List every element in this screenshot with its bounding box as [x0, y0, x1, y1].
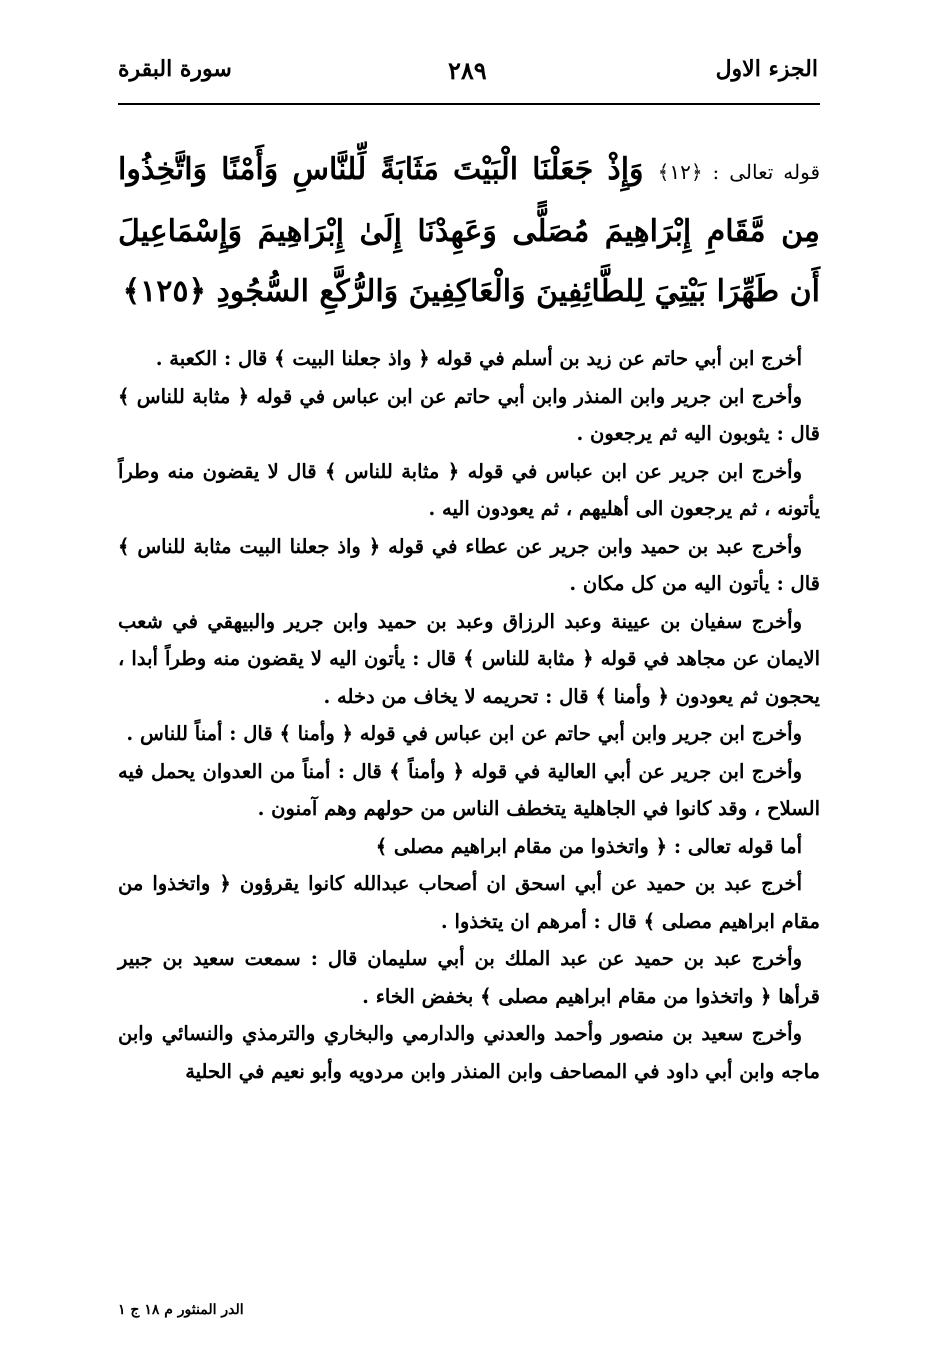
signature-note: الدر المنثور م ١٨ ج ١ — [118, 1302, 244, 1318]
volume-title: الجزء الاول — [715, 56, 818, 82]
paragraph: وأخرج ابن جرير عن ابن عباس في قوله ﴿ مثابة للناس ﴾ قال لا يقضون منه وطراً يأتونه ، ثم يرجعون الى أهليهم ، ثم يعودون اليه . — [118, 459, 820, 520]
page-number: ٢٨٩ — [448, 56, 487, 85]
running-head — [118, 56, 818, 96]
paragraph: وأخرج ابن جرير عن أبي العالية في قوله ﴿ وأمناً ﴾ قال : أمناً من العدوان يحمل فيه السلاح ، وقد كانوا في الجاهلية يتخطف الناس من حولهم وهم آمنون . — [118, 759, 820, 820]
surah-title: سورة البقرة — [118, 56, 232, 82]
paragraph: وأخرج عبد بن حميد عن عبد الملك بن أبي سليمان قال : سمعت سعيد بن جبير قرأها ﴿ واتخذوا من مقام ابراهيم مصلى ﴾ بخفض الخاء . — [118, 947, 820, 1008]
paragraph: أما قوله تعالى : ﴿ واتخذوا من مقام ابراهيم مصلى ﴾ — [375, 834, 802, 858]
paragraph: وأخرج سفيان بن عيينة وعبد الرزاق وعبد بن حميد وابن جرير والبيهقي في شعب الايمان عن مجاهد في قوله ﴿ مثابة للناس ﴾ قال : يأتون اليه لا يقضون منه وطراً أبدا ، يحجون ثم يعودون ﴿ وأمنا ﴾ قال : تحريمه لا يخاف من دخله . — [118, 609, 820, 708]
paragraph: وأخرج عبد بن حميد وابن جرير عن عطاء في قوله ﴿ واذ جعلنا البيت مثابة للناس ﴾ قال : يأتون اليه من كل مكان . — [118, 534, 820, 595]
paragraph: وأخرج ابن جرير وابن أبي حاتم عن ابن عباس في قوله ﴿ وأمنا ﴾ قال : أمناً للناس . — [126, 722, 802, 745]
verse-text: وَإِذْ جَعَلْنَا الْبَيْتَ مَثَابَةً لِّلنَّاسِ وَأَمْنًا وَاتَّخِذُوا مِن مَّقَامِ إِبْرَاهِيمَ مُصَلًّى وَعَهِدْنَا إِلَىٰ إِبْرَاهِيمَ وَإِسْمَاعِيلَ أَن طَهِّرَا بَيْتِيَ لِلطَّائِفِينَ وَالْعَاكِفِينَ وَالرُّكَّعِ السُّجُودِ ﴿١٢٥﴾ — [118, 152, 820, 309]
header-rule — [118, 103, 820, 105]
paragraph: أخرج ابن أبي حاتم عن زيد بن أسلم في قوله ﴿ واذ جعلنا البيت ﴾ قال : الكعبة . — [155, 347, 802, 370]
verse-intro: قوله تعالى : ﴿١٢﴾ — [657, 160, 821, 184]
paragraph: وأخرج سعيد بن منصور وأحمد والعدني والدارمي والبخاري والترمذي والنسائي وابن ماجه وابن أبي داود في المصاحف وابن المنذر وابن مردويه وأبو نعيم في الحلية — [118, 1022, 820, 1083]
paragraph: أخرج عبد بن حميد عن أبي اسحق ان أصحاب عبدالله كانوا يقرؤون ﴿ واتخذوا من مقام ابراهيم مصلى ﴾ قال : أمرهم ان يتخذوا . — [118, 872, 820, 933]
quran-verse-block — [118, 140, 820, 322]
commentary-text — [118, 340, 820, 1090]
paragraph: وأخرج ابن جرير وابن المنذر وابن أبي حاتم عن ابن عباس في قوله ﴿ مثابة للناس ﴾ قال : يثوبون اليه ثم يرجعون . — [118, 384, 820, 445]
